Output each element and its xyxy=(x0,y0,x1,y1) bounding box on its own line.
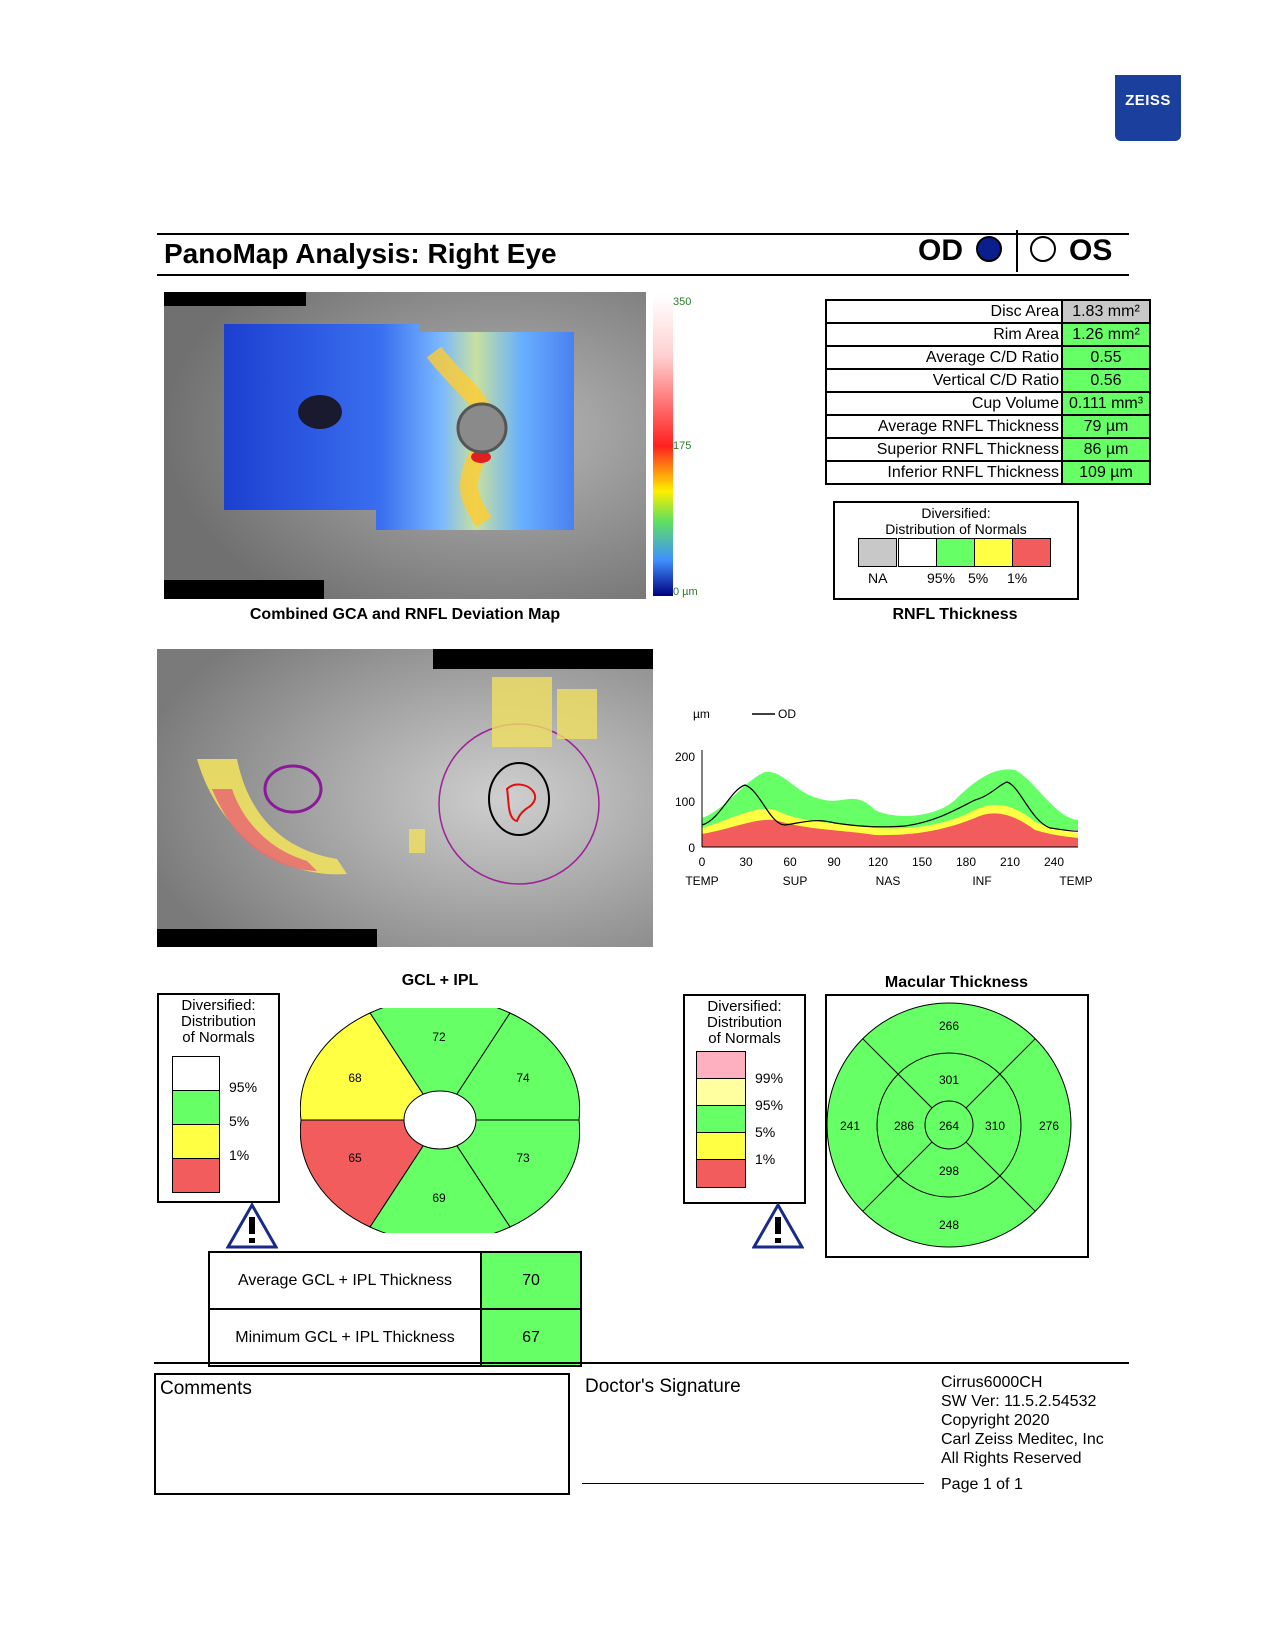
thickness-colorbar xyxy=(653,296,673,596)
table-row xyxy=(826,392,1150,415)
gcl-ipl-ellipse-map xyxy=(300,1008,580,1233)
avg-rnfl-label: Average RNFL Thickness xyxy=(826,415,1062,438)
header-bottom-rule xyxy=(157,274,1129,276)
gcl-value-suptemp: 68 xyxy=(348,1071,362,1085)
table-row xyxy=(826,369,1150,392)
macular-value-inner-sup: 301 xyxy=(938,1073,960,1087)
os-radio xyxy=(1030,236,1056,262)
tsnit-quadrant: INF xyxy=(972,874,992,888)
signature-line[interactable] xyxy=(582,1483,924,1484)
disc-area-label: Disc Area xyxy=(826,300,1062,323)
gcl-min-value: 67 xyxy=(481,1309,581,1366)
macular-value-center: 264 xyxy=(938,1119,960,1133)
legend-na-label: NA xyxy=(868,570,888,586)
deviation-map-caption: Combined GCA and RNFL Deviation Map xyxy=(249,606,561,623)
gcl-value-infnas: 73 xyxy=(516,1151,530,1165)
macular-legend-99: 99% xyxy=(755,1070,784,1086)
macular-legend-green xyxy=(696,1105,746,1134)
gcl-legend-95: 95% xyxy=(229,1079,258,1095)
macular-legend-box xyxy=(683,994,806,1204)
macular-legend-title1: Diversified: xyxy=(707,998,782,1015)
rim-area-value: 1.26 mm² xyxy=(1062,323,1150,346)
macular-legend-title3: of Normals xyxy=(708,1030,781,1047)
tsnit-xtick: 210 xyxy=(999,855,1021,869)
tsnit-ytick: 0 xyxy=(688,841,695,855)
page-title: PanoMap Analysis: Right Eye xyxy=(164,238,557,269)
rnfl-legend-title2: Distribution of Normals xyxy=(885,521,1027,537)
rights: All Rights Reserved xyxy=(941,1450,1082,1467)
tsnit-ytick: 100 xyxy=(675,795,695,809)
rnfl-legend-title1: Diversified: xyxy=(921,505,991,521)
rnfl-thickness-caption: RNFL Thickness xyxy=(892,606,1018,623)
gcl-legend-white xyxy=(172,1056,220,1091)
gcl-center-hole xyxy=(404,1091,476,1149)
gcl-value-sup: 72 xyxy=(432,1030,446,1044)
tsnit-quadrant: SUP xyxy=(782,874,808,888)
gcl-value-inftemp: 65 xyxy=(348,1151,362,1165)
macular-legend-1: 1% xyxy=(755,1151,776,1167)
tsnit-xtick: 240 xyxy=(1043,855,1065,869)
avg-cd-value: 0.55 xyxy=(1062,346,1150,369)
gcl-legend-title2: Distribution xyxy=(180,1013,257,1030)
tsnit-xtick: 0 xyxy=(698,855,706,869)
macular-value-inner-inf: 298 xyxy=(938,1164,960,1178)
gcl-legend-green xyxy=(172,1090,220,1125)
os-label: OS xyxy=(1069,234,1113,267)
gcl-summary-table xyxy=(208,1251,582,1367)
macular-warning-icon xyxy=(752,1203,804,1249)
macular-value-inner-temp: 286 xyxy=(893,1119,915,1133)
colorbar-bottom-label: 0 µm xyxy=(673,586,698,598)
legend-white-swatch xyxy=(898,538,937,567)
tsnit-quadrant: NAS xyxy=(875,874,901,888)
avg-rnfl-value: 79 µm xyxy=(1062,415,1150,438)
gcl-legend-title3: of Normals xyxy=(182,1029,255,1046)
gcl-legend-red xyxy=(172,1158,220,1193)
tsnit-legend-label: OD xyxy=(778,707,796,721)
gcl-legend-title1: Diversified: xyxy=(181,997,256,1014)
cup-volume-label: Cup Volume xyxy=(826,392,1062,415)
legend-green-swatch xyxy=(936,538,975,567)
macular-legend-lightyellow xyxy=(696,1078,746,1107)
gcl-title: GCL + IPL xyxy=(401,972,479,989)
gcl-warning-icon xyxy=(226,1203,278,1249)
table-row xyxy=(826,438,1150,461)
colorbar-top-label: 350 xyxy=(673,296,692,308)
sup-rnfl-label: Superior RNFL Thickness xyxy=(826,438,1062,461)
inf-rnfl-label: Inferior RNFL Thickness xyxy=(826,461,1062,484)
macular-value-outer-nas: 276 xyxy=(1038,1119,1060,1133)
fundus-deviation-image xyxy=(157,649,653,947)
gcl-legend-1: 1% xyxy=(229,1147,250,1163)
macular-legend-pink xyxy=(696,1051,746,1080)
eye-divider xyxy=(1016,230,1018,272)
table-row xyxy=(209,1252,581,1309)
table-row xyxy=(826,346,1150,369)
footer-rule xyxy=(154,1362,1129,1364)
table-row xyxy=(209,1309,581,1366)
macular-value-outer-inf: 248 xyxy=(938,1218,960,1232)
tsnit-xtick: 90 xyxy=(827,855,841,869)
signature-label: Doctor's Signature xyxy=(585,1376,741,1397)
tsnit-xtick: 180 xyxy=(955,855,977,869)
macular-legend-yellow xyxy=(696,1132,746,1161)
inf-rnfl-value: 109 µm xyxy=(1062,461,1150,484)
copyright: Copyright 2020 xyxy=(941,1412,1050,1429)
macular-legend-5: 5% xyxy=(755,1124,776,1140)
tsnit-quadrant: TEMP xyxy=(685,874,719,888)
comments-box[interactable] xyxy=(154,1373,570,1495)
colorbar-mid-label: 175 xyxy=(673,440,692,452)
tsnit-chart xyxy=(675,700,1095,900)
device-name: Cirrus6000CH xyxy=(941,1374,1043,1391)
gcl-legend-5: 5% xyxy=(229,1113,250,1129)
macular-value-outer-temp: 241 xyxy=(839,1119,861,1133)
gcl-min-label: Minimum GCL + IPL Thickness xyxy=(209,1309,481,1366)
page-number: Page 1 of 1 xyxy=(941,1476,1023,1493)
tsnit-ytick: 200 xyxy=(675,750,695,764)
sup-rnfl-value: 86 µm xyxy=(1062,438,1150,461)
tsnit-unit-label: µm xyxy=(693,707,710,721)
zeiss-logo: ZEISS xyxy=(1115,75,1181,141)
software-version: SW Ver: 11.5.2.54532 xyxy=(941,1393,1097,1410)
gcl-legend-box xyxy=(157,993,280,1203)
rnfl-legend-box xyxy=(833,501,1079,600)
avg-cd-label: Average C/D Ratio xyxy=(826,346,1062,369)
macular-legend-95: 95% xyxy=(755,1097,784,1113)
legend-95-label: 95% xyxy=(927,570,956,586)
table-row xyxy=(826,300,1150,323)
device-info xyxy=(941,1373,1104,1494)
rim-area-label: Rim Area xyxy=(826,323,1062,346)
vert-cd-label: Vertical C/D Ratio xyxy=(826,369,1062,392)
tsnit-xtick: 60 xyxy=(783,855,797,869)
legend-na-swatch xyxy=(858,538,897,567)
table-row xyxy=(826,323,1150,346)
tsnit-xtick: 30 xyxy=(739,855,753,869)
gcl-value-supnas: 74 xyxy=(516,1071,530,1085)
macular-thickness-grid xyxy=(825,994,1089,1258)
gcl-legend-yellow xyxy=(172,1124,220,1159)
cup-volume-value: 0.111 mm³ xyxy=(1062,392,1150,415)
tsnit-xtick: 120 xyxy=(867,855,889,869)
macular-value-outer-sup: 266 xyxy=(938,1019,960,1033)
gcl-value-inf: 69 xyxy=(432,1191,446,1205)
macular-legend-red xyxy=(696,1159,746,1188)
company-name: Carl Zeiss Meditec, Inc xyxy=(941,1431,1104,1448)
gcl-avg-label: Average GCL + IPL Thickness xyxy=(209,1252,481,1309)
comments-label: Comments xyxy=(160,1378,252,1399)
od-label: OD xyxy=(918,234,963,267)
legend-yellow-swatch xyxy=(974,538,1013,567)
disc-area-value: 1.83 mm² xyxy=(1062,300,1150,323)
header-top-rule xyxy=(157,233,1129,235)
table-row xyxy=(826,461,1150,484)
legend-5-label: 5% xyxy=(968,570,989,586)
legend-red-swatch xyxy=(1012,538,1051,567)
macular-value-inner-nas: 310 xyxy=(984,1119,1006,1133)
gcl-avg-value: 70 xyxy=(481,1252,581,1309)
od-selected-radio xyxy=(976,236,1002,262)
table-row xyxy=(826,415,1150,438)
tsnit-xtick: 150 xyxy=(911,855,933,869)
rnfl-parameters-table xyxy=(825,299,1151,485)
deviation-map-image xyxy=(164,292,646,599)
legend-1-label: 1% xyxy=(1007,570,1028,586)
macular-title: Macular Thickness xyxy=(884,974,1029,991)
tsnit-quadrant: TEMP xyxy=(1059,874,1093,888)
macular-legend-title2: Distribution xyxy=(706,1014,783,1031)
vert-cd-value: 0.56 xyxy=(1062,369,1150,392)
